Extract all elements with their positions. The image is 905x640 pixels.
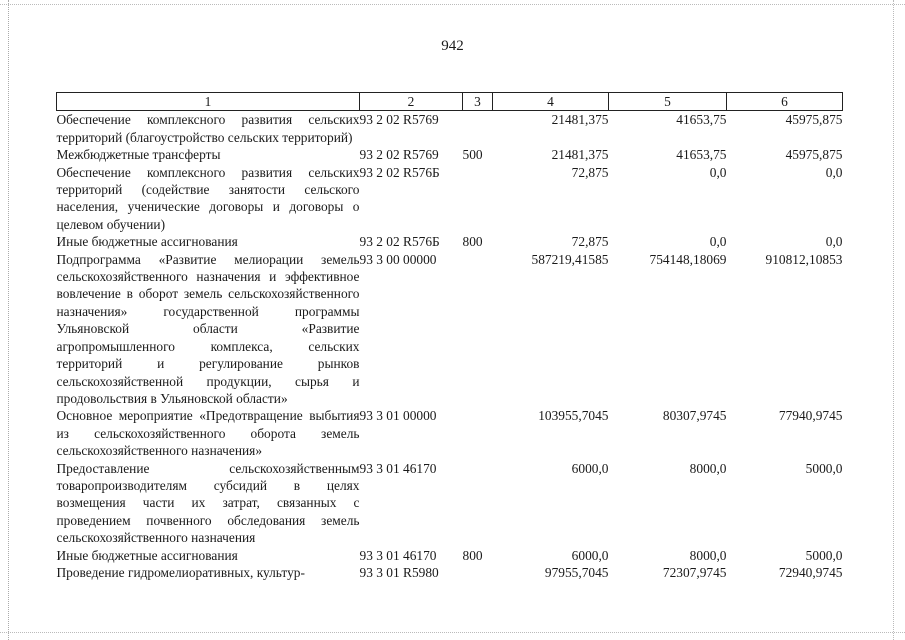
scan-edge-bottom [0,632,905,633]
row-expense-type [463,407,493,459]
row-value-col6: 5000,0 [805,547,843,563]
scan-edge-right [893,0,894,640]
table-row [57,233,843,250]
row-value-col5: 41653,75 [676,147,727,163]
row-value-col5: 80307,9745 [662,408,727,424]
column-header-5: 5 [609,93,727,111]
row-name: Основное мероприятие «Предотвращение выбытия из сельскохозяйственного оборота земель сельскохозяйственного назначения» [56,408,360,459]
table-row [57,146,843,163]
row-value-col6: 5000,0 [805,460,843,476]
table-row [57,547,843,564]
row-name: Обеспечение комплексного развития сельских территорий (благоустройство сельских территорий) [56,112,360,145]
table-row [57,460,843,547]
row-value-col6: 72940,9745 [778,564,843,580]
row-value-col4: 97955,7045 [544,564,609,580]
table-row [57,564,843,581]
row-name: Межбюджетные трансферты [56,147,221,163]
row-expense-type: 500 [462,147,483,163]
table-row [57,164,843,234]
row-value-col5: 0,0 [709,164,727,180]
row-value-col6: 45975,875 [785,147,843,163]
row-value-col6: 910812,10853 [765,251,843,267]
row-value-col6: 0,0 [825,234,843,250]
column-header-2: 2 [360,93,463,111]
row-value-col4: 21481,375 [551,147,609,163]
row-value-col5: 41653,75 [676,112,727,128]
row-value-col5: 754148,18069 [649,251,727,267]
row-value-col6: 45975,875 [785,112,843,128]
scan-edge-left [8,0,9,640]
column-header-4: 4 [493,93,609,111]
row-value-col4: 103955,7045 [538,408,609,424]
row-expense-type [463,460,493,547]
table-row [57,407,843,459]
row-value-col4: 6000,0 [571,460,609,476]
row-code: 93 3 01 00000 [359,408,437,424]
row-expense-type [463,251,493,408]
budget-table [56,92,843,581]
row-name: Обеспечение комплексного развития сельских территорий (содействие занятости сельского населения, ученические договоры и договоры о целевом обучении) [56,164,360,232]
table-header-row [57,93,843,111]
row-value-col5: 0,0 [709,234,727,250]
row-code: 93 2 02 R5769 [359,147,439,163]
row-expense-type [463,564,493,581]
row-value-col5: 8000,0 [689,460,727,476]
row-name: Предоставление сельскохозяйственным товаропроизводителям субсидий в целях возмещения части их затрат, связанных с проведением почвенного обследования земель сельскохозяйственного назначения [56,460,360,546]
row-name: Подпрограмма «Развитие мелиорации земель сельскохозяйственного назначения и эффективное вовлечение в оборот земель сельскохозяйственного назначения» государственной программы Ульяновской области «Развитие агропромышленного комплекса, сельских территорий и регулирование рынков сельскохозяйственной продукции, сырья и продовольствия в Ульяновской области» [56,251,360,406]
row-value-col5: 8000,0 [689,547,727,563]
row-name: Иные бюджетные ассигнования [56,547,238,563]
row-value-col4: 72,875 [571,164,609,180]
row-code: 93 3 00 00000 [359,251,437,267]
row-code: 93 2 02 R576Б [359,164,440,180]
row-name: Проведение гидромелиоративных, культур- [56,564,305,580]
row-expense-type: 800 [462,547,483,563]
row-code: 93 3 01 46170 [359,547,437,563]
row-value-col6: 77940,9745 [778,408,843,424]
table-row [57,251,843,408]
row-name: Иные бюджетные ассигнования [56,234,238,250]
row-value-col6: 0,0 [825,164,843,180]
scan-edge-top [0,4,905,5]
table-row [57,111,843,146]
row-value-col4: 587219,41585 [531,251,609,267]
row-value-col5: 72307,9745 [662,564,727,580]
row-expense-type [463,111,493,146]
row-value-col4: 21481,375 [551,112,609,128]
row-expense-type: 800 [462,234,483,250]
row-value-col4: 6000,0 [571,547,609,563]
column-header-1: 1 [57,93,360,111]
row-value-col4: 72,875 [571,234,609,250]
page-number: 942 [441,38,464,54]
column-header-3: 3 [463,93,493,111]
row-expense-type [463,164,493,234]
row-code: 93 2 02 R576Б [359,234,440,250]
column-header-6: 6 [727,93,843,111]
row-code: 93 3 01 46170 [359,460,437,476]
row-code: 93 2 02 R5769 [359,112,439,128]
row-code: 93 3 01 R5980 [359,564,439,580]
